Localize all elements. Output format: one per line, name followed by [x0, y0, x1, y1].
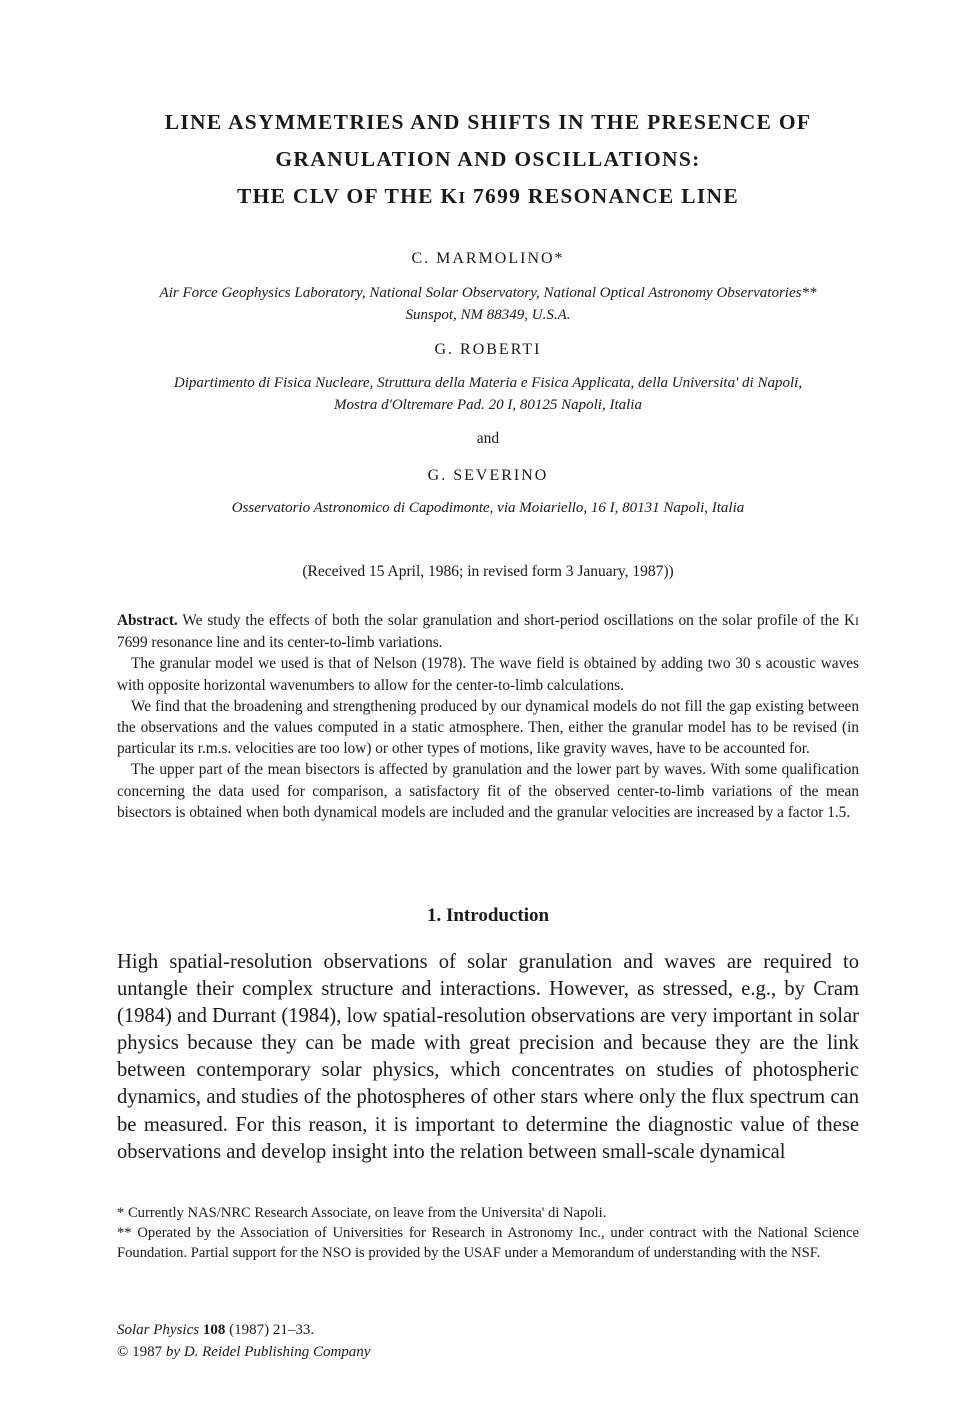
- abstract-label: Abstract.: [117, 612, 178, 629]
- journal-volume: 108: [202, 1322, 226, 1338]
- body-text: [117, 949, 859, 1166]
- title-ion-numeral: I: [458, 188, 467, 207]
- author-affiliation-2: [100, 372, 876, 416]
- affiliation-line: Air Force Geophysics Laboratory, National Solar Observatory, National Optical Astronomy Observatories**: [159, 285, 817, 301]
- journal-name: Solar Physics: [117, 1322, 200, 1338]
- title-line-3-pre: THE CLV OF THE K: [236, 184, 459, 208]
- author-affiliation-1: [100, 282, 876, 326]
- journal-info: [117, 1319, 370, 1363]
- abstract: [117, 610, 859, 823]
- copyright-icon: ©: [117, 1344, 129, 1360]
- author-name-1: C. MARMOLINO*: [411, 250, 565, 267]
- abstract-paragraph-2: The granular model we used is that of Nelson (1978). The wave field is obtained by adding two 30 s acoustic waves with opposite horizontal wavenumbers to allow for the center-to-limb calculations.: [117, 655, 859, 694]
- affiliation-line: Mostra d'Oltremare Pad. 20 I, 80125 Napoli, Italia: [334, 397, 642, 413]
- affiliation-line: Sunspot, NM 88349, U.S.A.: [405, 307, 571, 323]
- footnotes: [117, 1203, 859, 1264]
- title-line-1: LINE ASYMMETRIES AND SHIFTS IN THE PRESENCE OF: [164, 110, 812, 134]
- abstract-text: We study the effects of both the solar granulation and short-period oscillations on the solar profile of the K: [177, 612, 856, 629]
- footnote-2: ** Operated by the Association of Universities for Research in Astronomy Inc., under contract with the National Science Foundation. Partial support for the NSO is provided by the USAF under a Memorandum of understanding with the NSF.: [117, 1225, 859, 1262]
- affiliation-line: Dipartimento di Fisica Nucleare, Struttura della Materia e Fisica Applicata, della Universita' di Napoli,: [173, 375, 803, 391]
- title-line-3-post: 7699 RESONANCE LINE: [466, 184, 740, 208]
- publisher: by D. Reidel Publishing Company: [165, 1344, 371, 1360]
- journal-citation: [117, 1319, 370, 1341]
- body-paragraph: High spatial-resolution observations of solar granulation and waves are required to untangle their complex structure and interactions. However, as stressed, e.g., by Cram (1984) and Durrant (1984), low spatial-resolution observations are very important in solar physics because they can be made with great precision and because they are the link between contemporary solar physics, which concentrates on studies of photospheric dynamics, and studies of the photospheres of other stars where only the flux spectrum can be measured. For this reason, it is important to determine the diagnostic value of these observations and develop insight into the relation between small-scale dynamical: [117, 951, 859, 1163]
- abstract-paragraph-1: [117, 610, 859, 653]
- affiliation-line: Osservatorio Astronomico di Capodimonte, via Moiariello, 16 I, 80131 Napoli, Italia: [231, 500, 745, 516]
- abstract-ion-numeral: I: [855, 614, 859, 628]
- author-name-3: G. SEVERINO: [427, 467, 549, 484]
- received-date: (Received 15 April, 1986; in revised form 3 January, 1987)): [302, 563, 674, 580]
- footnote-1: * Currently NAS/NRC Research Associate, on leave from the Universita' di Napoli.: [117, 1205, 607, 1221]
- abstract-paragraph-4: The upper part of the mean bisectors is affected by granulation and the lower part by waves. With some qualification concerning the data used for comparison, a satisfactory fit of the observed center-to-limb variations of the mean bisectors is obtained when both dynamical models are included and the granular velocities are increased by a factor 1.5.: [117, 761, 859, 821]
- journal-copyright: [117, 1341, 370, 1363]
- title-line-2: GRANULATION AND OSCILLATIONS:: [275, 147, 701, 171]
- copyright-year: 1987: [128, 1344, 166, 1360]
- abstract-text: 7699 resonance line and its center-to-limb variations.: [117, 634, 443, 652]
- author-name-2: G. ROBERTI: [434, 341, 542, 358]
- abstract-paragraph-3: We find that the broadening and strengthening produced by our dynamical models do not fill the gap existing between the observations and the values computed in a static atmosphere. Then, either the granular model has to be revised (in particular its r.m.s. velocities are too low) or other types of motions, like gravity waves, have to be accounted for.: [117, 697, 859, 758]
- author-affiliation-3: [100, 497, 876, 519]
- section-heading: 1. Introduction: [426, 905, 550, 926]
- paper-title: [100, 104, 876, 216]
- journal-year-pages: (1987) 21–33.: [225, 1322, 315, 1338]
- title-line-3: [100, 178, 876, 216]
- and-connector: and: [476, 430, 500, 447]
